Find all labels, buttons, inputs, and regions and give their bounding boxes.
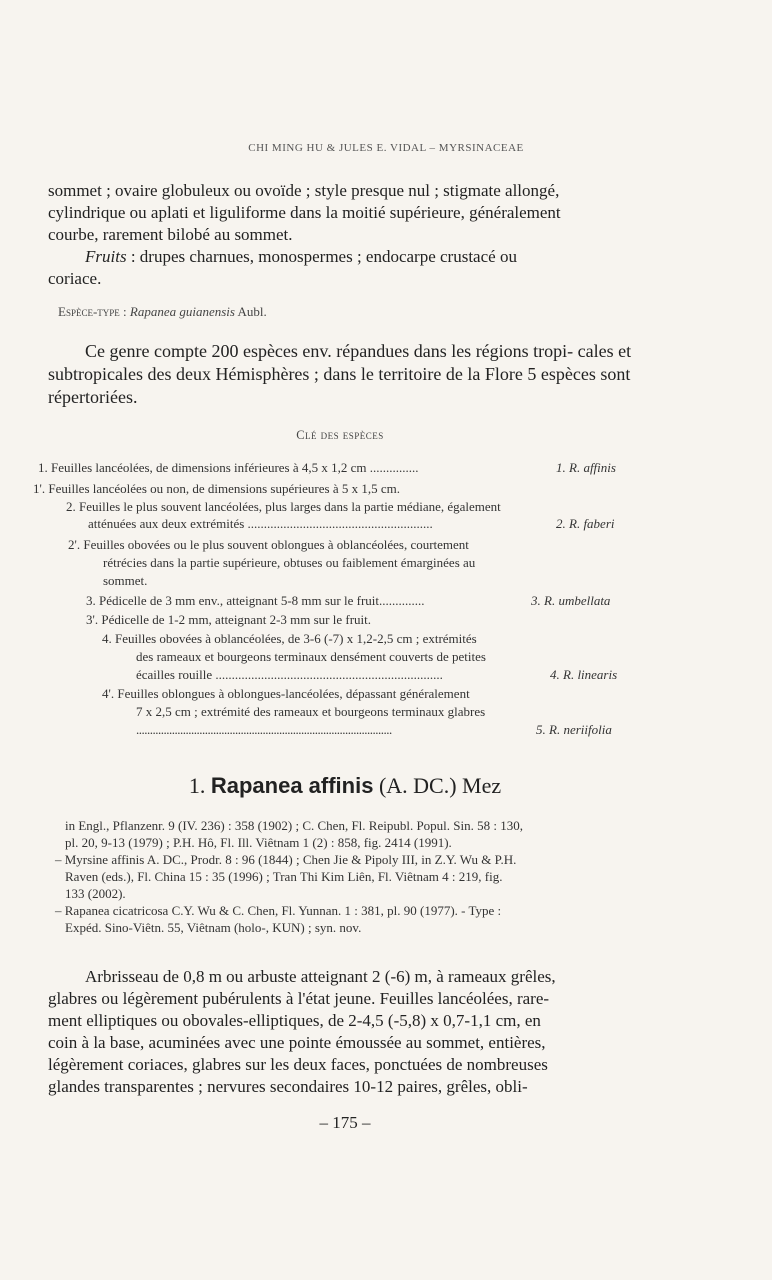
key-entry-4: 4. Feuilles obovées à oblancéolées, de 3-6 (-7) x 1,2-2,5 cm ; extrémités [102, 631, 477, 646]
key-entry-1: 1. Feuilles lancéolées, de dimensions inférieures à 4,5 x 1,2 cm ............... [38, 460, 419, 475]
key-entry-4-alt: 4'. Feuilles oblongues à oblongues-lancéolées, dépassant généralement [102, 686, 470, 701]
type-species-name: Rapanea guianensis [129, 304, 235, 319]
type-species-author: Aubl. [237, 304, 267, 319]
synonymy-line: Raven (eds.), Fl. China 15 : 35 (1996) ; Tran Thi Kim Liên, Fl. Viêtnam 4 : 219, fig. [65, 869, 503, 884]
page-number: – 175 – [319, 1113, 371, 1132]
fruits-text: : drupes charnues, monospermes ; endocarpe crustacé ou [126, 247, 517, 266]
synonymy-line: in Engl., Pflanzenr. 9 (IV. 236) : 358 (1902) ; C. Chen, Fl. Reipubl. Popul. Sin. 58 : 130, [65, 818, 524, 833]
key-entry-4-alt-cont: ............................................................................................. [136, 722, 392, 737]
intro-paragraph [48, 180, 633, 290]
genre-line: cales et subtropicales des deux Hémisphères ; dans le territoire de la Flore [48, 341, 632, 384]
type-species-label: Espèce-type : [58, 304, 127, 319]
synonymy-line: 133 (2002). [65, 886, 126, 901]
key-entry-2-cont: atténuées aux deux extrémités ......................................................... [88, 516, 433, 531]
synonymy-line: Expéd. Sino-Viêtn. 55, Viêtnam (holo-, KUN) ; syn. nov. [65, 920, 362, 935]
key-result-1: 1. R. affinis [556, 460, 616, 475]
genre-paragraph [48, 340, 633, 409]
intro-line: cylindrique ou aplati et liguliforme dans la moitié supérieure, généralement [48, 203, 561, 222]
key-entry-4-alt-cont: 7 x 2,5 cm ; extrémité des rameaux et bourgeons terminaux glabres [136, 704, 486, 719]
key-entry-2: 2. Feuilles le plus souvent lancéolées, plus larges dans la partie médiane, également [66, 499, 501, 514]
description-line: glabres ou légèrement pubérulents à l'état jeune. Feuilles lancéolées, rare- [48, 989, 550, 1008]
key-result-2: 2. R. faberi [556, 516, 615, 531]
key-entry-3-alt: 3'. Pédicelle de 1-2 mm, atteignant 2-3 mm sur le fruit. [86, 612, 372, 627]
description-line: ment elliptiques ou obovales-elliptiques, de 2-4,5 (-5,8) x 0,7-1,1 cm, en [48, 1011, 541, 1030]
key-entry-4-cont: écailles rouille ...................................................................... [136, 667, 443, 682]
genre-line: Ce genre compte 200 espèces env. répandues dans les régions tropi- [85, 341, 574, 361]
intro-line: courbe, rarement bilobé au sommet. [48, 225, 293, 244]
key-title: Clé des espèces [296, 428, 384, 442]
key-entry-1-alt: 1'. Feuilles lancéolées ou non, de dimensions supérieures à 5 x 1,5 cm. [33, 481, 400, 496]
description-line: Arbrisseau de 0,8 m ou arbuste atteignant 2 (-6) m, à rameaux grêles, [85, 967, 556, 986]
genre-line: 5 espèces sont répertoriées. [48, 364, 631, 407]
key-result-3: 3. R. umbellata [531, 593, 611, 608]
synonymy-line: – Rapanea cicatricosa C.Y. Wu & C. Chen, Fl. Yunnan. 1 : 381, pl. 90 (1977). - Type : [55, 903, 502, 918]
running-header: CHI MING HU & JULES E. VIDAL – MYRSINACEAE [248, 142, 524, 154]
species-title [0, 773, 690, 799]
species-description [48, 966, 638, 1098]
key-result-5: 5. R. neriifolia [536, 722, 612, 737]
species-number: 1. [188, 773, 206, 798]
fruits-label: Fruits [85, 247, 127, 266]
key-entry-4-cont: des rameaux et bourgeons terminaux densément couverts de petites [136, 649, 486, 664]
synonymy-line: – Myrsine affinis A. DC., Prodr. 8 : 96 (1844) ; Chen Jie & Pipoly III, in Z.Y. Wu & P.H. [55, 852, 517, 867]
key-entry-3: 3. Pédicelle de 3 mm env., atteignant 5-8 mm sur le fruit.............. [86, 593, 425, 608]
species-author: (A. DC.) Mez [378, 773, 502, 798]
fruits-line-2: coriace. [48, 269, 102, 288]
key-result-4: 4. R. linearis [550, 667, 618, 682]
species-name: Rapanea affinis [210, 773, 374, 798]
synonymy-block [55, 817, 635, 936]
synonymy-line: pl. 20, 9-13 (1979) ; P.H. Hô, Fl. Ill. Viêtnam 1 (2) : 858, fig. 2414 (1991). [65, 835, 452, 850]
description-line: glandes transparentes ; nervures secondaires 10-12 paires, grêles, obli- [48, 1077, 528, 1096]
description-line: légèrement coriaces, glabres sur les deux faces, ponctuées de nombreuses [48, 1055, 548, 1074]
description-line: coin à la base, acuminées avec une pointe émoussée au sommet, entières, [48, 1033, 546, 1052]
key-entry-2-alt: 2'. Feuilles obovées ou le plus souvent oblongues à oblancéolées, courtement [68, 537, 469, 552]
fruits-line [48, 246, 633, 268]
intro-line: sommet ; ovaire globuleux ou ovoïde ; style presque nul ; stigmate allongé, [48, 181, 560, 200]
key-entry-2-alt-cont: sommet. [103, 573, 148, 588]
type-species [58, 304, 267, 320]
key-entry-2-alt-cont: rétrécies dans la partie supérieure, obtuses ou faiblement émarginées au [103, 555, 476, 570]
